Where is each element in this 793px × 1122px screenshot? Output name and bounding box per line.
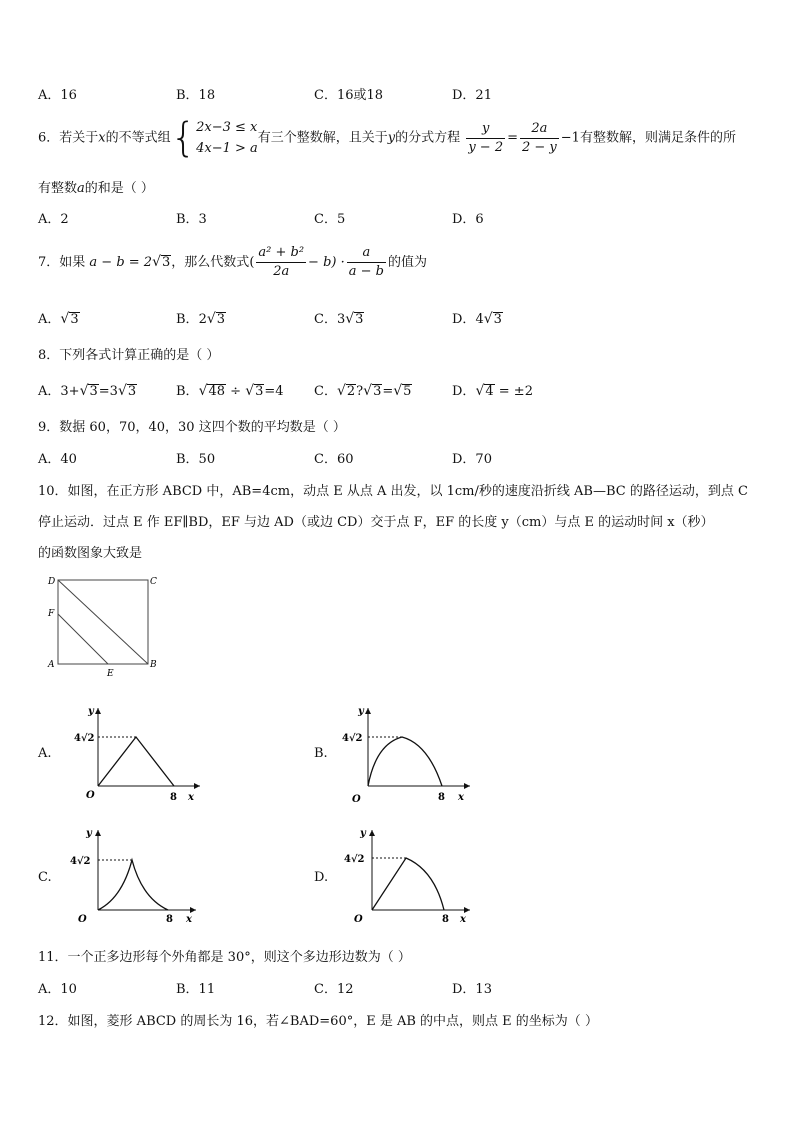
q7-minus-b: − b) · — [308, 255, 345, 270]
q11-option-d: D．13 — [452, 982, 492, 997]
q6-equals: = — [507, 130, 518, 146]
q7-c-coef: 3 — [336, 312, 346, 327]
q8-d-label: D． — [452, 384, 476, 399]
y-arrow — [369, 830, 375, 836]
y-label: y — [358, 706, 364, 717]
sqrt-symbol: √ — [152, 254, 162, 270]
q8-a-rad: 3 — [89, 384, 98, 399]
tick-ymax: 4√2 — [344, 854, 365, 865]
q5-option-d: D．21 — [452, 88, 492, 103]
q8-c-post: ? — [356, 384, 364, 399]
q7-c-label: C． — [314, 312, 337, 327]
q10-option-a-label: A. — [38, 746, 52, 761]
q6-mid2: 有三个整数解，且关于 — [257, 130, 388, 146]
origin-label: O — [86, 790, 95, 801]
q8-a-pre: 3+ — [60, 384, 80, 399]
curve-c — [98, 860, 168, 910]
y-arrow — [95, 708, 101, 714]
inequality-1: 2x−3 ≤ x — [196, 120, 258, 135]
q8-option-b — [176, 380, 284, 399]
x-arrow — [464, 907, 470, 913]
q8-b-post: ÷ — [226, 384, 246, 399]
q6-var-a: a — [77, 181, 85, 196]
q6-option-c: C．5 — [314, 212, 346, 227]
q7-b-coef: 2 — [198, 312, 207, 327]
inequality-2: 4x−1 > a — [196, 141, 258, 156]
sqrt-symbol: √ — [117, 383, 127, 399]
origin-label: O — [354, 914, 363, 925]
sqrt-symbol: √ — [60, 311, 70, 327]
q8-b-rad2: 3 — [255, 384, 264, 399]
q6-var-x: x — [98, 130, 106, 146]
q8-c-rad: 2 — [346, 384, 356, 399]
x-arrow — [190, 907, 196, 913]
sqrt-symbol: √ — [475, 383, 485, 399]
q8-c-rad2: 3 — [373, 384, 382, 399]
q7-b-label: B． — [176, 312, 199, 327]
graph-a — [70, 700, 210, 806]
q7-option-d — [452, 308, 503, 327]
q7-option-a — [38, 308, 80, 327]
label-d: D — [48, 577, 56, 587]
sqrt-symbol: √ — [393, 383, 403, 399]
question-6-line1 — [38, 117, 736, 159]
question-10-line1: 10．如图，在正方形 ABCD 中，AB=4cm，动点 E 从点 A 出发，以 1cm/秒的速度沿折线 AB—BC 的路径运动，到点 C — [38, 484, 748, 499]
tick-8: 8 — [170, 792, 177, 803]
tick-8: 8 — [166, 914, 173, 925]
x-arrow — [464, 783, 470, 789]
graph-c — [70, 824, 210, 930]
x-arrow — [194, 783, 200, 789]
q9-option-c: C．60 — [314, 452, 354, 467]
q10-option-d-label: D. — [314, 870, 329, 885]
tick-ymax: 4√2 — [342, 733, 363, 744]
sqrt-symbol: √ — [483, 311, 493, 327]
diagonal-bd — [58, 580, 148, 664]
sqrt-symbol: √ — [206, 311, 216, 327]
question-7 — [38, 244, 427, 281]
label-a: A — [48, 660, 55, 670]
q9-option-b: B．50 — [176, 452, 216, 467]
q6-prefix: 6．若关于 — [38, 130, 99, 146]
curve-d — [372, 858, 444, 910]
label-f: F — [48, 609, 55, 619]
y-label: y — [360, 828, 366, 839]
q8-c-rad3: 5 — [403, 384, 412, 399]
x-label: x — [188, 792, 194, 803]
q8-a-rad2: 3 — [127, 384, 137, 399]
curve-a — [98, 737, 174, 786]
q7-open-paren: ( — [249, 255, 255, 270]
tick-8: 8 — [438, 792, 445, 803]
left-brace: { — [170, 115, 197, 161]
y-arrow — [95, 830, 101, 836]
q8-a-label: A． — [38, 384, 61, 399]
q8-c-label: C． — [314, 384, 337, 399]
segment-ef — [58, 614, 108, 664]
sqrt-symbol: √ — [345, 311, 355, 327]
q9-option-a: A．40 — [38, 452, 77, 467]
x-label: x — [186, 914, 192, 925]
q8-c-post2: = — [382, 384, 394, 399]
q7-a-radicand: 3 — [70, 312, 79, 327]
sqrt-symbol: √ — [363, 383, 373, 399]
y-label: y — [86, 828, 92, 839]
origin-label: O — [352, 794, 361, 805]
q5-option-b: B．18 — [176, 88, 216, 103]
q7-mid: ，那么代数式 — [171, 255, 250, 270]
sqrt-symbol: √ — [79, 383, 89, 399]
q6-mid1: 的不等式组 — [105, 130, 171, 146]
q11-option-a: A．10 — [38, 982, 77, 997]
question-6-line2 — [38, 177, 154, 196]
q6-option-b: B．3 — [176, 212, 207, 227]
graph-d — [340, 824, 480, 930]
q8-d-rad: 4 — [485, 384, 494, 399]
label-e: E — [107, 669, 114, 679]
q7-condition: a − b = 2 — [89, 255, 153, 270]
q7-option-c — [314, 308, 364, 327]
origin-label: O — [78, 914, 87, 925]
sqrt-symbol: √ — [198, 383, 208, 399]
label-c: C — [150, 577, 157, 587]
q7-cond-radicand: 3 — [162, 255, 171, 270]
q6-option-d: D．6 — [452, 212, 484, 227]
q6-fraction-2: $\frac{2a}{2 - y}$ — [522, 120, 557, 155]
tick-8: 8 — [442, 914, 449, 925]
curve-b — [368, 737, 442, 786]
q8-option-a — [38, 380, 137, 399]
q7-tail: 的值为 — [387, 255, 427, 270]
q7-c-radicand: 3 — [355, 312, 364, 327]
q9-option-d: D．70 — [452, 452, 492, 467]
tick-ymax: 4√2 — [70, 856, 91, 867]
tick-ymax: 4√2 — [74, 733, 95, 744]
q10-option-b-label: B. — [314, 746, 328, 761]
q10-option-c-label: C. — [38, 870, 52, 885]
q8-b-rad: 48 — [208, 384, 226, 399]
q8-b-post2: =4 — [264, 384, 284, 399]
question-12: 12．如图，菱形 ABCD 的周长为 16，若∠BAD=60°，E 是 AB 的中点，则点 E 的坐标为（ ） — [38, 1014, 598, 1029]
q11-option-b: B．11 — [176, 982, 216, 997]
question-8: 8．下列各式计算正确的是（ ） — [38, 348, 220, 363]
sqrt-symbol: √ — [336, 383, 346, 399]
inequality-system — [196, 117, 258, 159]
q8-a-post: =3 — [98, 384, 118, 399]
q8-option-c — [314, 380, 412, 399]
q5-option-c: C．16或18 — [314, 88, 384, 103]
q6-mid3: 的分式方程 — [395, 130, 461, 146]
q7-option-b — [176, 308, 226, 327]
y-label: y — [88, 706, 94, 717]
q7-fraction-1: $\frac{\text{a² + b²}}{2a}$ — [258, 245, 305, 279]
q7-a-label: A． — [38, 312, 61, 327]
q7-b-radicand: 3 — [216, 312, 226, 327]
q7-d-label: D． — [452, 312, 476, 327]
q6-fraction-1: $\frac{y}{y - 2}$ — [468, 120, 504, 155]
q7-prefix: 7．如果 — [38, 255, 86, 270]
y-arrow — [365, 708, 371, 714]
x-label: x — [458, 792, 464, 803]
q6-line2-b: 的和是（ ） — [84, 181, 154, 196]
q6-minus-one: −1 — [560, 130, 580, 146]
q7-d-radicand: 3 — [493, 312, 502, 327]
q6-line2-a: 有整数 — [38, 181, 78, 196]
q7-d-coef: 4 — [475, 312, 484, 327]
question-10-line3: 的函数图象大致是 — [38, 546, 143, 561]
square-figure — [44, 572, 164, 682]
q5-option-a: A．16 — [38, 88, 77, 103]
graph-b — [340, 700, 480, 806]
question-9: 9．数据 60，70，40，30 这四个数的平均数是（ ） — [38, 420, 346, 435]
label-b: B — [150, 660, 157, 670]
q6-tail: 有整数解，则满足条件的所 — [579, 130, 736, 146]
question-11: 11．一个正多边形每个外角都是 30°，则这个多边形边数为（ ） — [38, 950, 411, 965]
question-10-line2: 停止运动．过点 E 作 EF∥BD，EF 与边 AD（或边 CD）交于点 F，EF 的长度 y（cm）与点 E 的运动时间 x（秒） — [38, 515, 714, 530]
q8-b-label: B． — [176, 384, 199, 399]
q7-fraction-2: $\frac{a}{a - b}$ — [348, 245, 384, 279]
q6-option-a: A．2 — [38, 212, 69, 227]
sqrt-symbol: √ — [245, 383, 255, 399]
x-label: x — [460, 914, 466, 925]
q11-option-c: C．12 — [314, 982, 354, 997]
q8-option-d — [452, 380, 533, 399]
q6-var-y: y — [387, 130, 396, 146]
q8-d-post: = ±2 — [494, 384, 533, 399]
